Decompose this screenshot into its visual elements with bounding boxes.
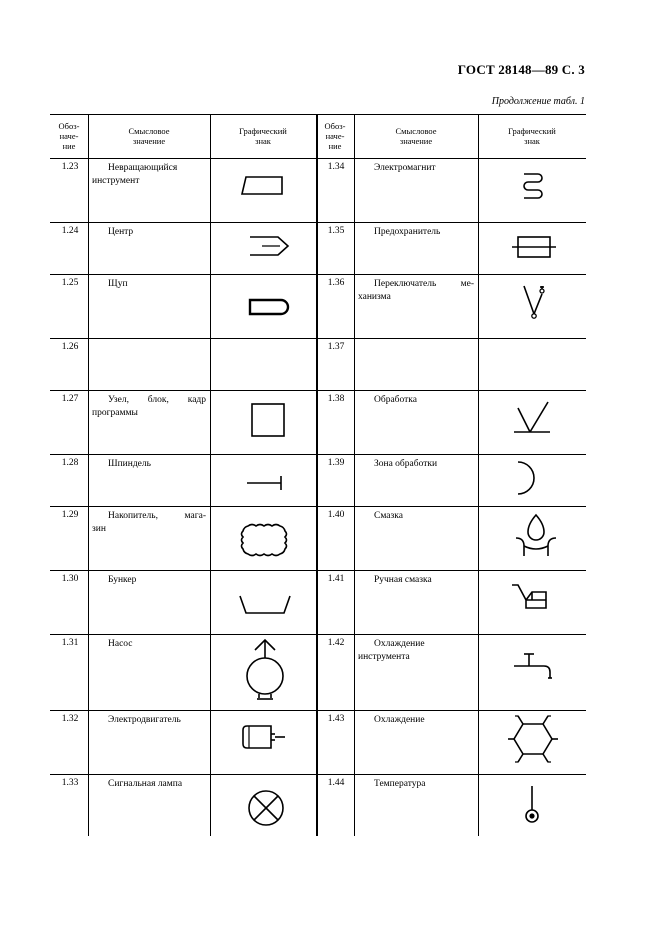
unit-block-icon <box>250 402 286 438</box>
mechanism-switch-icon <box>522 284 550 320</box>
row-meaning <box>92 278 206 291</box>
row-divider <box>50 338 586 339</box>
row-number: 1.27 <box>61 394 79 404</box>
header-divider <box>50 158 586 159</box>
row-divider <box>50 774 586 775</box>
magazine-icon <box>240 522 292 556</box>
meaning-line: Переключатель ме- <box>374 279 474 289</box>
meaning-line: Электромагнит <box>374 163 436 173</box>
row-number: 1.26 <box>61 342 79 352</box>
meaning-line: инструмент <box>92 175 140 186</box>
row-meaning <box>358 778 474 791</box>
row-number: 1.24 <box>61 226 79 236</box>
row-number: 1.40 <box>327 510 345 520</box>
row-number: 1.39 <box>327 458 345 468</box>
meaning-line: Сигнальная лампа <box>108 779 183 789</box>
signal-lamp-icon <box>246 788 286 828</box>
row-meaning <box>92 226 206 239</box>
meaning-line: Накопитель, мага- <box>108 511 206 521</box>
row-meaning <box>92 510 206 536</box>
row-meaning <box>358 394 474 407</box>
probe-icon <box>248 297 292 317</box>
row-number: 1.44 <box>327 778 345 788</box>
lubrication-icon <box>512 512 560 562</box>
row-meaning <box>358 638 474 664</box>
row-number: 1.35 <box>327 226 345 236</box>
row-meaning <box>358 458 474 471</box>
row-meaning <box>92 574 206 587</box>
row-number: 1.42 <box>327 638 345 648</box>
meaning-line: Узел, блок, кадр <box>108 395 206 405</box>
row-meaning <box>358 278 474 304</box>
symbols-table <box>50 114 586 836</box>
row-divider <box>50 710 586 711</box>
row-meaning <box>92 394 206 420</box>
header-designation-right: Обоз- наче- ние <box>324 120 346 152</box>
table-center-divider <box>316 114 318 836</box>
row-number: 1.33 <box>61 778 79 788</box>
row-divider <box>50 222 586 223</box>
header-meaning-left: Смысловое значение <box>128 125 170 146</box>
pump-icon <box>243 638 287 702</box>
row-number: 1.43 <box>327 714 345 724</box>
meaning-line: Зона обработки <box>374 459 438 469</box>
row-divider <box>50 390 586 391</box>
column-divider <box>478 114 479 836</box>
row-number: 1.37 <box>327 342 345 352</box>
row-divider <box>50 634 586 635</box>
row-number: 1.29 <box>61 510 79 520</box>
meaning-line: Невращающийся <box>108 163 178 173</box>
row-divider <box>50 274 586 275</box>
row-number: 1.31 <box>61 638 79 648</box>
meaning-line: инструмента <box>358 651 410 662</box>
row-number: 1.41 <box>327 574 345 584</box>
hopper-icon <box>238 594 292 616</box>
meaning-line: Обработка <box>374 395 417 405</box>
row-number: 1.25 <box>61 278 79 288</box>
row-meaning <box>358 510 474 523</box>
tool-cooling-icon <box>512 652 554 684</box>
row-meaning <box>358 226 474 239</box>
meaning-line: Насос <box>108 639 133 649</box>
non-rotating-tool-icon <box>240 174 284 196</box>
machining-icon <box>510 400 552 436</box>
column-divider <box>88 114 89 836</box>
machining-zone-icon <box>516 460 546 498</box>
header-meaning-right: Смысловое значение <box>395 125 437 146</box>
row-meaning <box>92 778 206 791</box>
spindle-icon <box>245 474 285 492</box>
row-divider <box>50 506 586 507</box>
row-number: 1.32 <box>61 714 79 724</box>
row-number: 1.36 <box>327 278 345 288</box>
fuse-icon <box>510 234 558 260</box>
row-number: 1.28 <box>61 458 79 468</box>
row-number: 1.30 <box>61 574 79 584</box>
meaning-line: Предохранитель <box>374 227 441 237</box>
meaning-line: Охлаждение <box>374 639 425 649</box>
row-meaning <box>92 162 206 188</box>
column-divider <box>354 114 355 836</box>
row-number: 1.34 <box>327 162 345 172</box>
meaning-line: Температура <box>374 779 426 789</box>
temperature-icon <box>522 784 542 824</box>
meaning-line: Смазка <box>374 511 403 521</box>
row-meaning <box>92 638 206 651</box>
cooling-icon <box>508 714 558 764</box>
meaning-line: Электродвигатель <box>108 715 181 725</box>
meaning-line: программы <box>92 407 138 418</box>
electric-motor-icon <box>241 720 289 754</box>
manual-lubrication-icon <box>510 582 550 612</box>
column-divider <box>210 114 211 836</box>
header-sign-right: Графический знак <box>508 125 556 146</box>
row-meaning <box>358 714 474 727</box>
row-meaning <box>92 714 206 727</box>
meaning-line: зин <box>92 523 106 534</box>
meaning-line: Центр <box>108 227 134 237</box>
meaning-line: Охлаждение <box>374 715 425 725</box>
row-meaning <box>92 458 206 471</box>
electromagnet-icon <box>518 170 548 202</box>
table-continuation-label: Продолжение табл. 1 <box>491 96 585 107</box>
header-designation-left: Обоз- наче- ние <box>58 120 80 152</box>
row-meaning <box>358 162 474 175</box>
meaning-line: Ручная смазка <box>374 575 432 585</box>
meaning-line: ханизма <box>358 291 391 302</box>
row-divider <box>50 570 586 571</box>
meaning-line: Щуп <box>108 279 128 289</box>
row-number: 1.38 <box>327 394 345 404</box>
row-meaning <box>358 574 474 587</box>
row-number: 1.23 <box>61 162 79 172</box>
meaning-line: Бункер <box>108 575 137 585</box>
center-icon <box>248 234 290 258</box>
page-header: ГОСТ 28148—89 С. 3 <box>457 62 585 77</box>
header-sign-left: Графический знак <box>239 125 287 146</box>
meaning-line: Шпиндель <box>108 459 151 469</box>
row-divider <box>50 454 586 455</box>
